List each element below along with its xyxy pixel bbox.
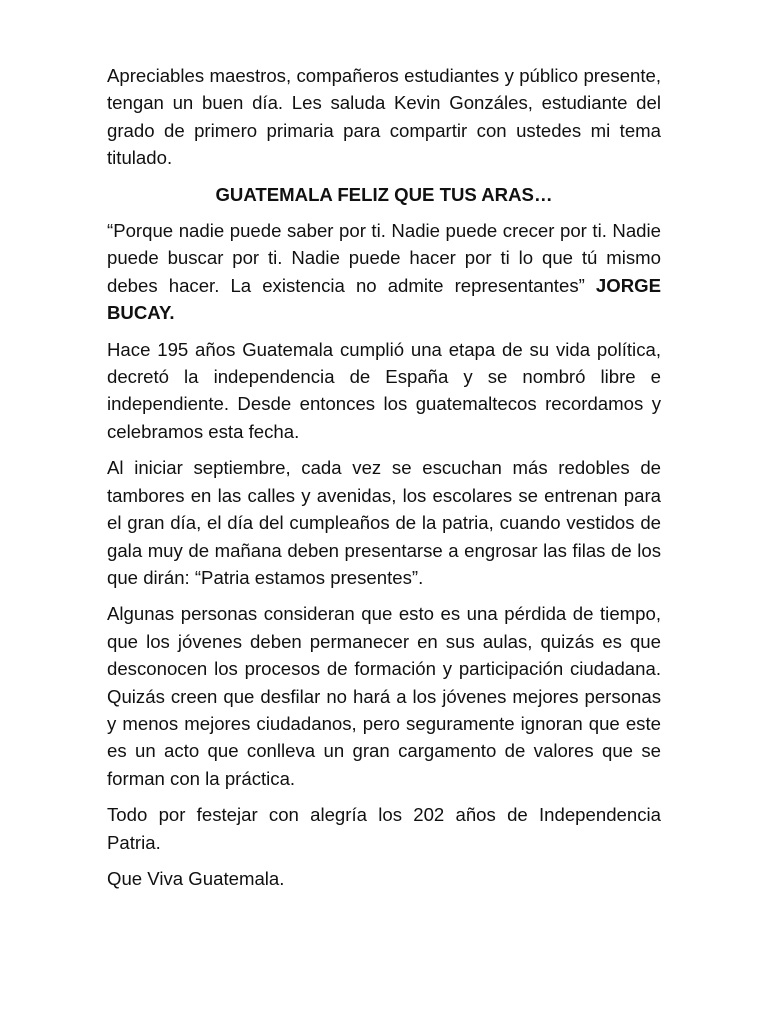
- quote-author: JORGE BUCAY.: [107, 274, 661, 324]
- speech-title: GUATEMALA FELIZ QUE TUS ARAS…: [215, 183, 553, 205]
- closing-line: Que Viva Guatemala.: [107, 867, 285, 889]
- quote-paragraph: [107, 217, 661, 327]
- document-page: [107, 62, 661, 901]
- body-paragraph-1: Hace 195 años Guatemala cumplió una etapa de su vida política, decretó la independencia de España y se nombró libre e independiente. Desde entonces los guatemaltecos recordamos y celebramos esta fecha.: [107, 338, 661, 442]
- body-paragraph-2: Al iniciar septiembre, cada vez se escuchan más redobles de tambores en las calles y avenidas, los escolares se entrenan para el gran día, el día del cumpleaños de la patria, cuando vestidos de gala muy de mañana deben presentarse a engrosar las filas de los que dirán: “Patria estamos presentes”.: [107, 457, 661, 588]
- body-paragraph-3: Algunas personas consideran que esto es una pérdida de tiempo, que los jóvenes deben permanecer en sus aulas, quizás es que desconocen los procesos de formación y participación ciudadana. Quizás creen que desfilar no hará a los jóvenes mejores personas y menos mejores ciudadanos, pero seguramente ignoran que este es un acto que conlleva un gran cargamento de valores que se forman con la práctica.: [107, 603, 661, 789]
- body-paragraph-4: Todo por festejar con alegría los 202 años de Independencia Patria.: [107, 804, 661, 853]
- intro-paragraph: Apreciables maestros, compañeros estudiantes y público presente, tengan un buen día. Les saluda Kevin Gonzáles, estudiante del grado de primero primaria para compartir con ustedes mi tema titulado.: [107, 65, 661, 169]
- quote-text: “Porque nadie puede saber por ti. Nadie puede crecer por ti. Nadie puede buscar por ti. Nadie puede hacer por ti lo que tú mismo debes hacer. La existencia no admite representantes”: [107, 220, 661, 296]
